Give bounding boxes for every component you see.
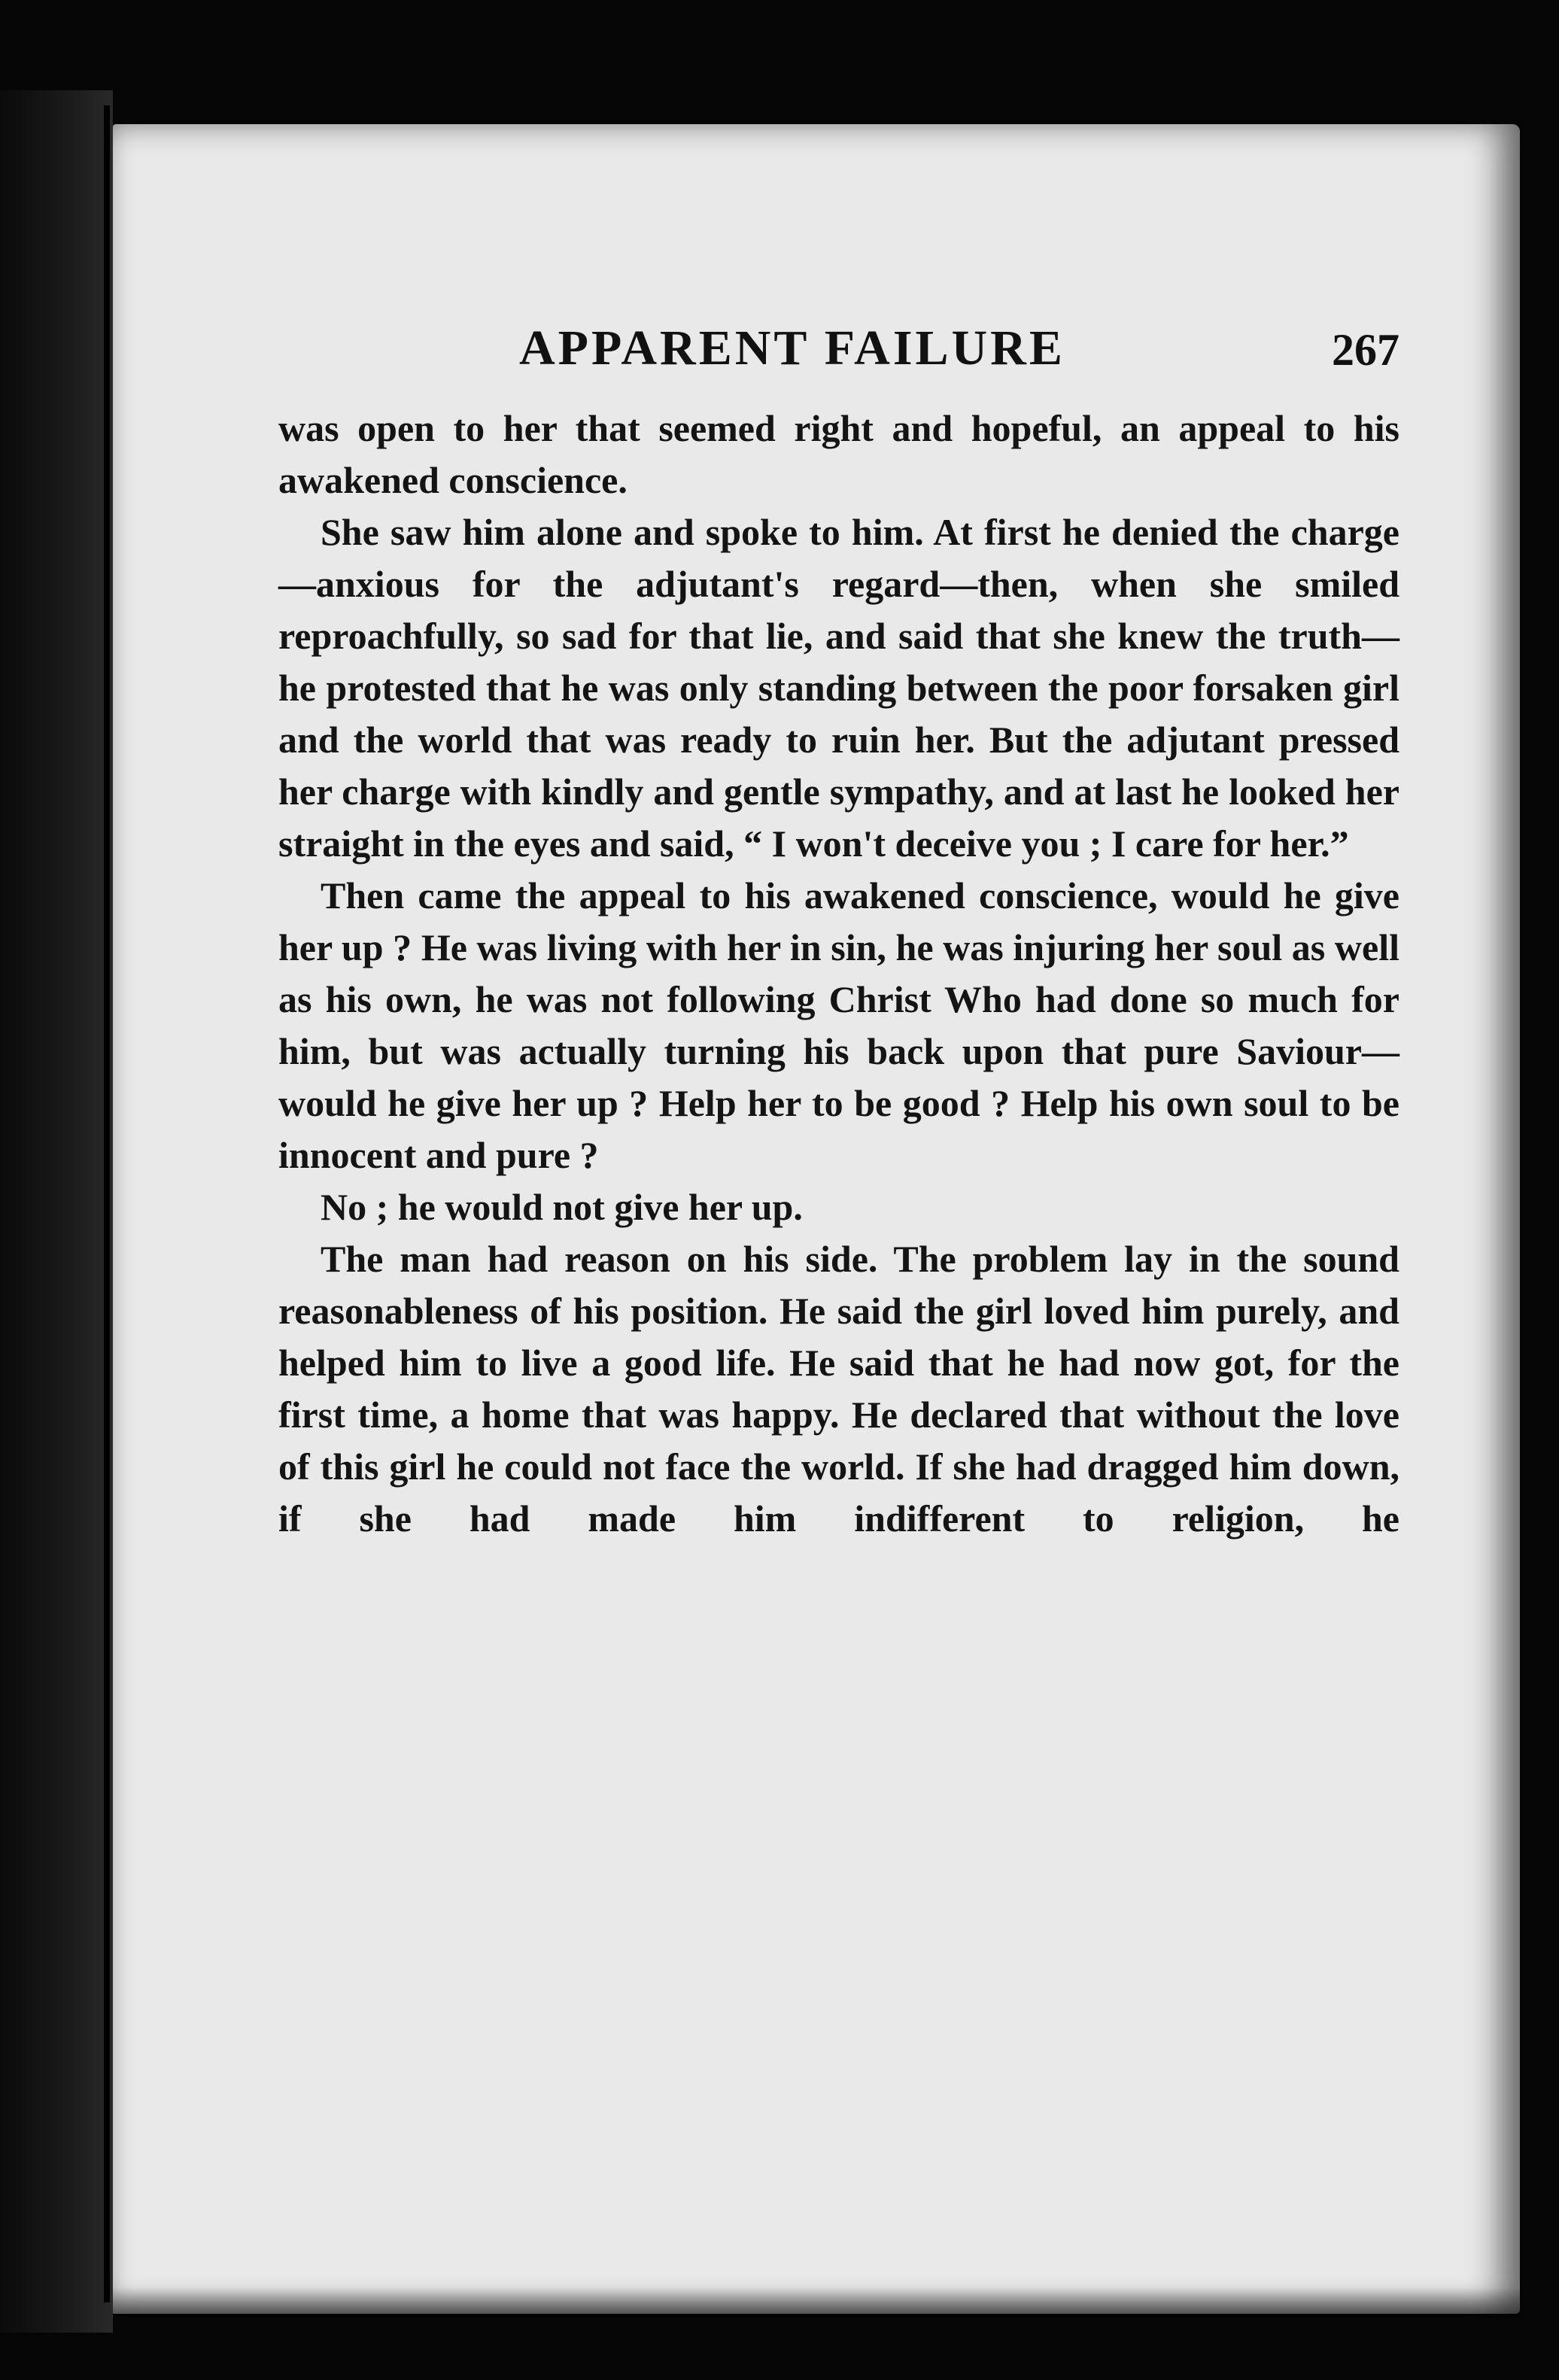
book-spine-line [104,105,110,2302]
book-page [113,124,1520,2314]
book-left-edge [0,90,113,2333]
paragraph-4: No ; he would not give her up. [321,1186,803,1228]
running-head [278,320,1399,403]
page-bottom-shadow [113,2287,1520,2318]
running-title: APPARENT FAILURE [519,321,1065,375]
paragraph-2: She saw him alone and spoke to him. At first he denied the charge—anxious for the adjutant's regard—then, when she smiled reproachfully, so sad for that lie, and said that she knew the truth—he protested that he was only standing between the poor forsaken girl and the world that was ready to ruin her. But the adjutant pressed her charge with kindly and gentle sympathy, and at last he looked her straight in the eyes and said, “ I won't deceive you ; I care for her.” [278,511,1399,865]
page-content [278,320,1399,1545]
paragraph-3: Then came the appeal to his awakened conscience, would he give her up ? He was living with her in sin, he was injuring her soul as well as his own, he was not following Christ Who had done so much for him, but was actually turning his back upon that pure Saviour—would he give her up ? Help her to be good ? Help his own soul to be innocent and pure ? [278,874,1399,1176]
body-text [278,403,1399,1545]
page-number: 267 [1332,325,1399,375]
paragraph-5: The man had reason on his side. The problem lay in the sound reasonableness of his position. He said the girl loved him purely, and helped him to live a good life. He said that he had now got, for the first time, a home that was happy. He declared that without the love of this girl he could not face the world. If she had dragged him down, if she had made him indifferent to religion, he [278,1238,1399,1540]
paragraph-1: was open to her that seemed right and hopeful, an appeal to his awakened conscience. [278,407,1399,501]
